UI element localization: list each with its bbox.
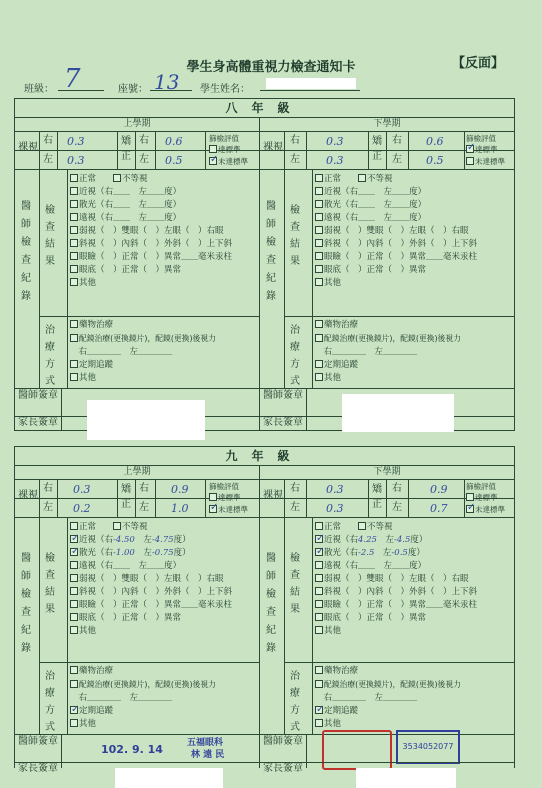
g8u-normal-cb[interactable] xyxy=(70,174,78,182)
grade8-lower-left-label: 左 xyxy=(290,154,300,165)
grade9-upper-parent-signature-redaction xyxy=(115,768,223,788)
g9l-myopia: 近視（右 xyxy=(324,535,359,545)
g9u-eyelid: 眼瞼（ ）正常（ ）異常＿＿毫米汞柱 xyxy=(79,600,233,610)
g9l-strabismus-cb[interactable] xyxy=(315,587,323,595)
grade9-upper-right-label: 右 xyxy=(43,483,53,494)
grade9-upper-corr-label: 矯正 xyxy=(121,484,131,510)
g9l-myopia-deg: 度） xyxy=(410,535,428,545)
g9l-fundus-cb[interactable] xyxy=(315,613,323,621)
grade9-lower-doctor-seal-label: 醫師簽章 xyxy=(263,736,303,747)
grade8-upper-eval-label: 篩檢評值 xyxy=(209,134,239,143)
g9u-glasses: 配鏡治療(更換鏡片)，配鏡(更換)後視力 xyxy=(79,680,216,689)
g8u-myopia-left: 左 xyxy=(138,187,148,197)
grade9-lower-right-label: 右 xyxy=(290,483,300,494)
g8l-eyelid-cb[interactable] xyxy=(315,252,323,260)
g8l-other-cb[interactable] xyxy=(315,278,323,286)
g9u-other: 其他 xyxy=(79,626,97,636)
g9u-astig: 散光（右 xyxy=(79,548,114,558)
g8l-follow-cb[interactable] xyxy=(315,360,323,368)
g9l-glasses-left: 左 xyxy=(374,693,384,703)
g9l-hyper: 遠視（右 xyxy=(324,561,359,571)
grade9-lower xyxy=(260,466,514,774)
grade9-upper-doctor-name-stamp: 林 遠 民 xyxy=(191,750,225,760)
card-title: 學生身高體重視力檢查通知卡 xyxy=(186,60,356,75)
g9u-glasses-right: 右 xyxy=(78,693,88,703)
grade9-upper-doctor-seal-label: 醫師簽章 xyxy=(18,736,58,747)
g9u-follow-cb[interactable] xyxy=(70,706,78,714)
grade8-lower-naked-r: 0.3 xyxy=(326,135,344,148)
g8l-trother-cb[interactable] xyxy=(315,373,323,381)
student-name-label: 學生姓名： xyxy=(200,84,250,95)
grade8-lower-parent-seal-label: 家長簽章 xyxy=(263,417,303,428)
g9u-other-cb[interactable] xyxy=(70,626,78,634)
g9u-trother: 其他 xyxy=(79,719,97,729)
g8u-fundus: 眼底（ ）正常（ ）異常 xyxy=(79,265,182,275)
g9u-unequal: 不等視 xyxy=(122,522,148,532)
g9l-strabismus: 斜視（ ）內斜（ ）外斜（ ）上下斜 xyxy=(324,587,478,597)
g9u-myopia-r-value: -4.50 xyxy=(113,535,135,545)
g8l-glasses-left: 左 xyxy=(374,347,384,357)
grade9-title: 九年級 xyxy=(15,447,514,466)
g8l-astig-left: 左 xyxy=(383,200,393,210)
grade8-upper-header: 上學期 xyxy=(15,118,259,132)
grade9-lower-naked-label: 裸視 xyxy=(263,490,283,501)
g9l-amblyopia-cb[interactable] xyxy=(315,574,323,582)
grade9-upper-exam-options: 正常 不等視 ✓近視（右-4.50 左-4.75度） ✓散光（右-1.00 左-0.75度） 遠視（右＿＿ 左＿＿度） 弱視（ ）雙眼（ ）左眼（ ）右眼 斜視（ ）內斜（ ）外斜（ ）上下斜 眼瞼（ ）正常（ ）異常＿＿毫米汞柱 眼底（ ）正常（ ）異常 其他 xyxy=(70,521,258,638)
grade8-lower-eval-label: 篩檢評值 xyxy=(466,134,496,143)
g9l-myopia-cb[interactable] xyxy=(315,535,323,543)
g8l-astig-deg: 度） xyxy=(409,200,427,210)
g8u-hyper: 遠視（右 xyxy=(79,213,114,223)
g8u-medicine-cb[interactable] xyxy=(70,320,78,328)
g9l-myopia-l-value: -4.5 xyxy=(393,535,411,545)
g8u-trother: 其他 xyxy=(79,373,97,383)
grade9-upper-doctor-date: 102. 9. 14 xyxy=(101,743,163,756)
grade9-lower-header: 下學期 xyxy=(260,466,514,480)
grade8-lower-naked-label: 裸視 xyxy=(263,142,283,153)
grade9-lower-corr-label: 矯正 xyxy=(372,484,382,510)
g8u-hyper-deg: 度） xyxy=(164,213,182,223)
grade9-lower-meets-checkbox[interactable] xyxy=(466,493,474,501)
grade8-lower-doctor-record: 醫師檢查紀錄 xyxy=(266,201,276,302)
g9u-astig-deg: 度） xyxy=(173,548,191,558)
g8u-other-cb[interactable] xyxy=(70,278,78,286)
g9u-astig-left: 左 xyxy=(143,548,152,558)
grade8-upper-corr-label: 矯正 xyxy=(121,136,131,162)
g9u-strabismus-cb[interactable] xyxy=(70,587,78,595)
reverse-side-tag: 【反面】 xyxy=(451,56,504,71)
g9u-normal-cb[interactable] xyxy=(70,522,78,530)
g9u-hyper-left: 左 xyxy=(138,561,148,571)
grade8-upper-doctor-record: 醫師檢查紀錄 xyxy=(21,201,31,302)
g8u-unequal-cb[interactable] xyxy=(113,174,121,182)
grade8-upper-corr-r: 0.6 xyxy=(165,135,183,148)
g8u-astig: 散光（右 xyxy=(79,200,114,210)
g8u-astig-left: 左 xyxy=(138,200,148,210)
student-name-redaction xyxy=(266,78,356,89)
grade8-upper-left-label: 左 xyxy=(43,154,53,165)
grade9-upper-naked-r: 0.3 xyxy=(73,483,91,496)
grade8-upper-notmeets-checkbox[interactable] xyxy=(209,157,217,165)
g8u-other: 其他 xyxy=(79,278,97,288)
grade8-upper-doctor-seal-label: 醫師簽章 xyxy=(18,390,58,401)
g9u-medicine-cb[interactable] xyxy=(70,666,78,674)
g9l-glasses: 配鏡治療(更換鏡片)，配鏡(更換)後視力 xyxy=(324,680,461,689)
g8l-normal: 正常 xyxy=(324,174,342,184)
g8u-astig-deg: 度） xyxy=(164,200,182,210)
grade9-lower-doctor-record: 醫師檢查紀錄 xyxy=(266,553,276,654)
g9l-trother-cb[interactable] xyxy=(315,719,323,727)
g8l-amblyopia: 弱視（ ）雙眼（ ）左眼（ ）右眼 xyxy=(324,226,469,236)
grade8-upper-naked-r: 0.3 xyxy=(67,135,85,148)
seat-value: 13 xyxy=(154,70,180,94)
g8l-unequal: 不等視 xyxy=(367,174,393,184)
g8l-hyper-deg: 度） xyxy=(409,213,427,223)
g8l-fundus-cb[interactable] xyxy=(315,265,323,273)
g8u-trother-cb[interactable] xyxy=(70,373,78,381)
g9l-medicine: 藥物治療 xyxy=(324,666,359,676)
g8u-amblyopia: 弱視（ ）雙眼（ ）左眼（ ）右眼 xyxy=(79,226,224,236)
g9u-medicine: 藥物治療 xyxy=(79,666,114,676)
g9l-myopia-r-value: 4.25 xyxy=(358,535,377,545)
grade8-upper-treatment-options: 藥物治療 配鏡治療(更換鏡片)，配鏡(更換)後視力 右＿＿＿＿ 左＿＿＿＿ 定期追蹤 其他 xyxy=(70,319,258,385)
g8u-myopia: 近視（右 xyxy=(79,187,114,197)
g9u-amblyopia: 弱視（ ）雙眼（ ）左眼（ ）右眼 xyxy=(79,574,224,584)
grade8-lower-meets-checkbox[interactable] xyxy=(466,145,474,153)
grade8-lower-treatment-options: 藥物治療 配鏡治療(更換鏡片)，配鏡(更換)後視力 右＿＿＿＿ 左＿＿＿＿ 定期追蹤 其他 xyxy=(315,319,511,385)
grade8-upper-notmeets-label: 未達標準 xyxy=(218,157,248,166)
grade8-lower-exam-result: 檢查結果 xyxy=(290,205,300,267)
grade9-lower-meets-label: 達標準 xyxy=(475,493,498,502)
g8l-medicine: 藥物治療 xyxy=(324,320,359,330)
g8u-unequal: 不等視 xyxy=(122,174,148,184)
g8u-eyelid: 眼瞼（ ）正常（ ）異常＿＿毫米汞柱 xyxy=(79,252,233,262)
g9l-eyelid: 眼瞼（ ）正常（ ）異常＿＿毫米汞柱 xyxy=(324,600,478,610)
grade8-lower-parent-signature-redaction xyxy=(342,394,454,432)
g8l-strabismus: 斜視（ ）內斜（ ）外斜（ ）上下斜 xyxy=(324,239,478,249)
grade8-upper-parent-seal-label: 家長簽章 xyxy=(18,417,58,428)
g8l-myopia-deg: 度） xyxy=(409,187,427,197)
grade9-upper-doctor-record: 醫師檢查紀錄 xyxy=(21,553,31,654)
grade9-lower-parent-seal-label: 家長簽章 xyxy=(263,763,303,774)
grade9-upper-clinic-stamp: 五福眼科 xyxy=(187,738,224,748)
g9u-astig-r-value: -1.00 xyxy=(113,548,135,558)
g8l-eyelid: 眼瞼（ ）正常（ ）異常＿＿毫米汞柱 xyxy=(324,252,478,262)
grade9-upper-corr-left-label: 左 xyxy=(139,502,149,513)
grade8-lower-doctor-seal-label: 醫師簽章 xyxy=(263,390,303,401)
g9l-astig: 散光（右 xyxy=(324,548,359,558)
grade8-upper-right-label: 右 xyxy=(43,135,53,146)
g8u-glasses-cb[interactable] xyxy=(70,334,78,342)
g8l-glasses: 配鏡治療(更換鏡片)，配鏡(更換)後視力 xyxy=(324,334,461,343)
g9l-astig-l-value: -0.5 xyxy=(391,548,408,558)
grade9-upper-treatment: 治療方式 xyxy=(45,671,55,733)
grade8-lower-corr-label: 矯正 xyxy=(372,136,382,162)
g9l-amblyopia: 弱視（ ）雙眼（ ）左眼（ ）右眼 xyxy=(324,574,469,584)
student-name-underline xyxy=(260,90,360,91)
g9u-astig-l-value: -0.75 xyxy=(151,548,174,558)
g8l-other: 其他 xyxy=(324,278,342,288)
grade8-lower-notmeets-checkbox[interactable] xyxy=(466,157,474,165)
g9l-astig-deg: 度） xyxy=(407,548,425,558)
g9l-fundus: 眼底（ ）正常（ ）異常 xyxy=(324,613,427,623)
g8u-astig-cb[interactable] xyxy=(70,200,78,208)
grade9-lower-clinic-stamp xyxy=(396,730,460,764)
grade9-lower-eval-label: 篩檢評值 xyxy=(466,482,496,491)
g8l-hyper: 遠視（右 xyxy=(324,213,359,223)
grade8-lower-naked-l: 0.3 xyxy=(326,154,344,167)
g8u-myopia-deg: 度） xyxy=(164,187,182,197)
grade9-lower-red-seal xyxy=(322,730,392,770)
grade8-upper-naked-l: 0.3 xyxy=(67,154,85,167)
g9u-myopia-l-value: -4.75 xyxy=(151,535,174,545)
g9l-normal-cb[interactable] xyxy=(315,522,323,530)
g8u-fundus-cb[interactable] xyxy=(70,265,78,273)
grade9-upper-naked-label: 裸視 xyxy=(18,490,38,501)
grade8-lower-corr-r: 0.6 xyxy=(426,135,444,148)
grade9-lower-exam-options: 正常 不等視 ✓近視（右4.25 左-4.5度） ✓散光（右-2.5 左-0.5度） 遠視（右＿＿ 左＿＿度） 弱視（ ）雙眼（ ）左眼（ ）右眼 斜視（ ）內斜（ ）外斜（ ）上下斜 眼瞼（ ）正常（ ）異常＿＿毫米汞柱 眼底（ ）正常（ ）異常 其他 xyxy=(315,521,511,638)
grade8-upper-corr-right-label: 右 xyxy=(139,135,149,146)
g9l-glasses-right: 右 xyxy=(323,693,333,703)
g9l-medicine-cb[interactable] xyxy=(315,666,323,674)
g8l-hyper-cb[interactable] xyxy=(315,213,323,221)
g8u-glasses-right: 右 xyxy=(78,347,88,357)
g9u-hyper-cb[interactable] xyxy=(70,561,78,569)
g9u-fundus: 眼底（ ）正常（ ）異常 xyxy=(79,613,182,623)
grade9-lower-notmeets-label: 未達標準 xyxy=(475,505,505,514)
g9l-unequal: 不等視 xyxy=(367,522,393,532)
g9u-glasses-cb[interactable] xyxy=(70,680,78,688)
grade9-upper-corr-r: 0.9 xyxy=(171,483,189,496)
grade8-upper-notmeets xyxy=(209,156,248,167)
g8u-normal: 正常 xyxy=(79,174,97,184)
grade8-lower-corr-left-label: 左 xyxy=(392,154,402,165)
g9l-hyper-deg: 度） xyxy=(409,561,427,571)
grade8-upper-treatment: 治療方式 xyxy=(45,325,55,387)
g9l-eyelid-cb[interactable] xyxy=(315,600,323,608)
g9l-glasses-cb[interactable] xyxy=(315,680,323,688)
grade9-section xyxy=(14,446,515,774)
grade9-upper-eval-label: 篩檢評值 xyxy=(209,482,239,491)
g8u-medicine: 藥物治療 xyxy=(79,320,114,330)
class-label: 班級： xyxy=(24,84,54,95)
g8l-glasses-cb[interactable] xyxy=(315,334,323,342)
g9u-normal: 正常 xyxy=(79,522,97,532)
grade9-lower-notmeets-checkbox[interactable] xyxy=(466,505,474,513)
grade8-lower-header: 下學期 xyxy=(260,118,514,132)
g9l-other-cb[interactable] xyxy=(315,626,323,634)
grade9-lower-corr-left-label: 左 xyxy=(392,502,402,513)
g8u-strabismus: 斜視（ ）內斜（ ）外斜（ ）上下斜 xyxy=(79,239,233,249)
grade8-lower-treatment: 治療方式 xyxy=(290,325,300,387)
grade9-upper-notmeets-checkbox[interactable] xyxy=(209,505,217,513)
grade8-upper-exam-result: 檢查結果 xyxy=(45,205,55,267)
grade9-upper-corr-l: 1.0 xyxy=(171,502,189,515)
g8l-follow: 定期追蹤 xyxy=(324,360,359,370)
grade9-lower-corr-r: 0.9 xyxy=(430,483,448,496)
grade8-lower-right-label: 右 xyxy=(290,135,300,146)
g9u-follow: 定期追蹤 xyxy=(79,706,114,716)
grade9-lower-treatment: 治療方式 xyxy=(290,671,300,733)
grade9-upper-notmeets-label: 未達標準 xyxy=(218,505,248,514)
grade8-lower xyxy=(260,118,514,430)
grade9-lower-notmeets xyxy=(466,504,505,515)
g8l-normal-cb[interactable] xyxy=(315,174,323,182)
g8u-follow: 定期追蹤 xyxy=(79,360,114,370)
g9u-amblyopia-cb[interactable] xyxy=(70,574,78,582)
grade8-upper xyxy=(15,118,260,430)
g9u-myopia-deg: 度） xyxy=(173,535,191,545)
grade9-upper-parent-seal-label: 家長簽章 xyxy=(18,763,58,774)
grade8-upper-naked-label: 裸視 xyxy=(18,142,38,153)
grade9-lower-left-label: 左 xyxy=(290,502,300,513)
grade9-upper xyxy=(15,466,260,774)
g8l-amblyopia-cb[interactable] xyxy=(315,226,323,234)
g9u-myopia-left: 左 xyxy=(143,535,152,545)
g9u-astig-cb[interactable] xyxy=(70,548,78,556)
grade9-upper-meets-checkbox[interactable] xyxy=(209,493,217,501)
grade9-upper-exam-result: 檢查結果 xyxy=(45,553,55,615)
g8l-myopia-cb[interactable] xyxy=(315,187,323,195)
g8u-myopia-cb[interactable] xyxy=(70,187,78,195)
grade9-lower-corr-right-label: 右 xyxy=(392,483,402,494)
g9u-strabismus: 斜視（ ）內斜（ ）外斜（ ）上下斜 xyxy=(79,587,233,597)
grade8-lower-corr-right-label: 右 xyxy=(392,135,402,146)
g8l-fundus: 眼底（ ）正常（ ）異常 xyxy=(324,265,427,275)
grade9-upper-treatment-options: 藥物治療 配鏡治療(更換鏡片)，配鏡(更換)後視力 右＿＿＿＿ 左＿＿＿＿ ✓定期追蹤 其他 xyxy=(70,665,258,731)
grade9-lower-exam-result: 檢查結果 xyxy=(290,553,300,615)
grade9-lower-treatment-options: 藥物治療 配鏡治療(更換鏡片)，配鏡(更換)後視力 右＿＿＿＿ 左＿＿＿＿ ✓定期追蹤 其他 xyxy=(315,665,511,731)
grade9-lower-stamp-code: 3534052077 xyxy=(402,742,454,751)
g8l-glasses-right: 右 xyxy=(323,347,333,357)
grade9-lower-naked-r: 0.3 xyxy=(326,483,344,496)
grade8-section xyxy=(14,98,515,431)
grade8-upper-meets-checkbox[interactable] xyxy=(209,145,217,153)
g8l-unequal-cb[interactable] xyxy=(358,174,366,182)
g8l-trother: 其他 xyxy=(324,373,342,383)
g8u-strabismus-cb[interactable] xyxy=(70,239,78,247)
g8l-strabismus-cb[interactable] xyxy=(315,239,323,247)
g9u-myopia: 近視（右 xyxy=(79,535,114,545)
g9l-astig-left: 左 xyxy=(382,548,392,558)
g9u-glasses-left: 左 xyxy=(129,693,139,703)
grade8-lower-notmeets xyxy=(466,156,505,167)
grade9-upper-left-label: 左 xyxy=(43,502,53,513)
g8l-astig: 散光（右 xyxy=(324,200,359,210)
g8l-astig-cb[interactable] xyxy=(315,200,323,208)
seat-label: 座號： xyxy=(118,84,148,95)
grade8-lower-exam-options: 正常 不等視 近視（右＿＿ 左＿＿度） 散光（右＿＿ 左＿＿度） 遠視（右＿＿ 左＿＿度） 弱視（ ）雙眼（ ）左眼（ ）右眼 斜視（ ）內斜（ ）外斜（ ）上下斜 眼瞼（ ）正常（ ）異常＿＿毫米汞柱 眼底（ ）正常（ ）異常 其他 xyxy=(315,173,511,290)
grade8-upper-corr-left-label: 左 xyxy=(139,154,149,165)
grade8-upper-corr-l: 0.5 xyxy=(165,154,183,167)
g9l-other: 其他 xyxy=(324,626,342,636)
g8u-glasses: 配鏡治療(更換鏡片)，配鏡(更換)後視力 xyxy=(79,334,216,343)
g8u-glasses-left: 左 xyxy=(129,347,139,357)
g8u-eyelid-cb[interactable] xyxy=(70,252,78,260)
g8l-myopia-left: 左 xyxy=(383,187,393,197)
g9u-eyelid-cb[interactable] xyxy=(70,600,78,608)
grade9-upper-corr-right-label: 右 xyxy=(139,483,149,494)
g9l-follow: 定期追蹤 xyxy=(324,706,359,716)
g9l-astig-r-value: -2.5 xyxy=(358,548,375,558)
g9l-astig-cb[interactable] xyxy=(315,548,323,556)
grade8-lower-meets xyxy=(466,144,498,155)
g9l-myopia-left: 左 xyxy=(385,535,394,545)
grade8-title: 八年級 xyxy=(15,99,514,118)
g9u-hyper-deg: 度） xyxy=(164,561,182,571)
grade9-upper-notmeets xyxy=(209,504,248,515)
class-value: 7 xyxy=(64,64,81,94)
grade8-upper-meets-label: 達標準 xyxy=(218,145,241,154)
g9l-trother: 其他 xyxy=(324,719,342,729)
g9l-follow-cb[interactable] xyxy=(315,706,323,714)
g8l-medicine-cb[interactable] xyxy=(315,320,323,328)
g8u-hyper-cb[interactable] xyxy=(70,213,78,221)
grade9-lower-corr-l: 0.7 xyxy=(430,502,448,515)
grade9-upper-meets-label: 達標準 xyxy=(218,493,241,502)
grade8-lower-corr-l: 0.5 xyxy=(426,154,444,167)
g9u-unequal-cb[interactable] xyxy=(113,522,121,530)
g8l-hyper-left: 左 xyxy=(383,213,393,223)
g9u-trother-cb[interactable] xyxy=(70,719,78,727)
g8u-hyper-left: 左 xyxy=(138,213,148,223)
g9l-hyper-cb[interactable] xyxy=(315,561,323,569)
grade9-lower-naked-l: 0.3 xyxy=(326,502,344,515)
g9u-fundus-cb[interactable] xyxy=(70,613,78,621)
g8u-follow-cb[interactable] xyxy=(70,360,78,368)
g9l-normal: 正常 xyxy=(324,522,342,532)
grade9-upper-header: 上學期 xyxy=(15,466,259,480)
grade8-lower-notmeets-label: 未達標準 xyxy=(475,157,505,166)
g9l-hyper-left: 左 xyxy=(383,561,393,571)
g8l-myopia: 近視（右 xyxy=(324,187,359,197)
grade8-upper-parent-signature-redaction xyxy=(87,400,205,440)
g9u-myopia-cb[interactable] xyxy=(70,535,78,543)
g9l-unequal-cb[interactable] xyxy=(358,522,366,530)
grade8-upper-exam-options: 正常 不等視 近視（右＿＿ 左＿＿度） 散光（右＿＿ 左＿＿度） 遠視（右＿＿ 左＿＿度） 弱視（ ）雙眼（ ）左眼（ ）右眼 斜視（ ）內斜（ ）外斜（ ）上下斜 眼瞼（ ）正常（ ）異常＿＿毫米汞柱 眼底（ ）正常（ ）異常 其他 xyxy=(70,173,258,290)
grade9-lower-parent-signature-redaction xyxy=(356,768,456,788)
grade8-lower-meets-label: 達標準 xyxy=(475,145,498,154)
grade9-upper-naked-l: 0.2 xyxy=(73,502,91,515)
g8u-amblyopia-cb[interactable] xyxy=(70,226,78,234)
g9u-hyper: 遠視（右 xyxy=(79,561,114,571)
